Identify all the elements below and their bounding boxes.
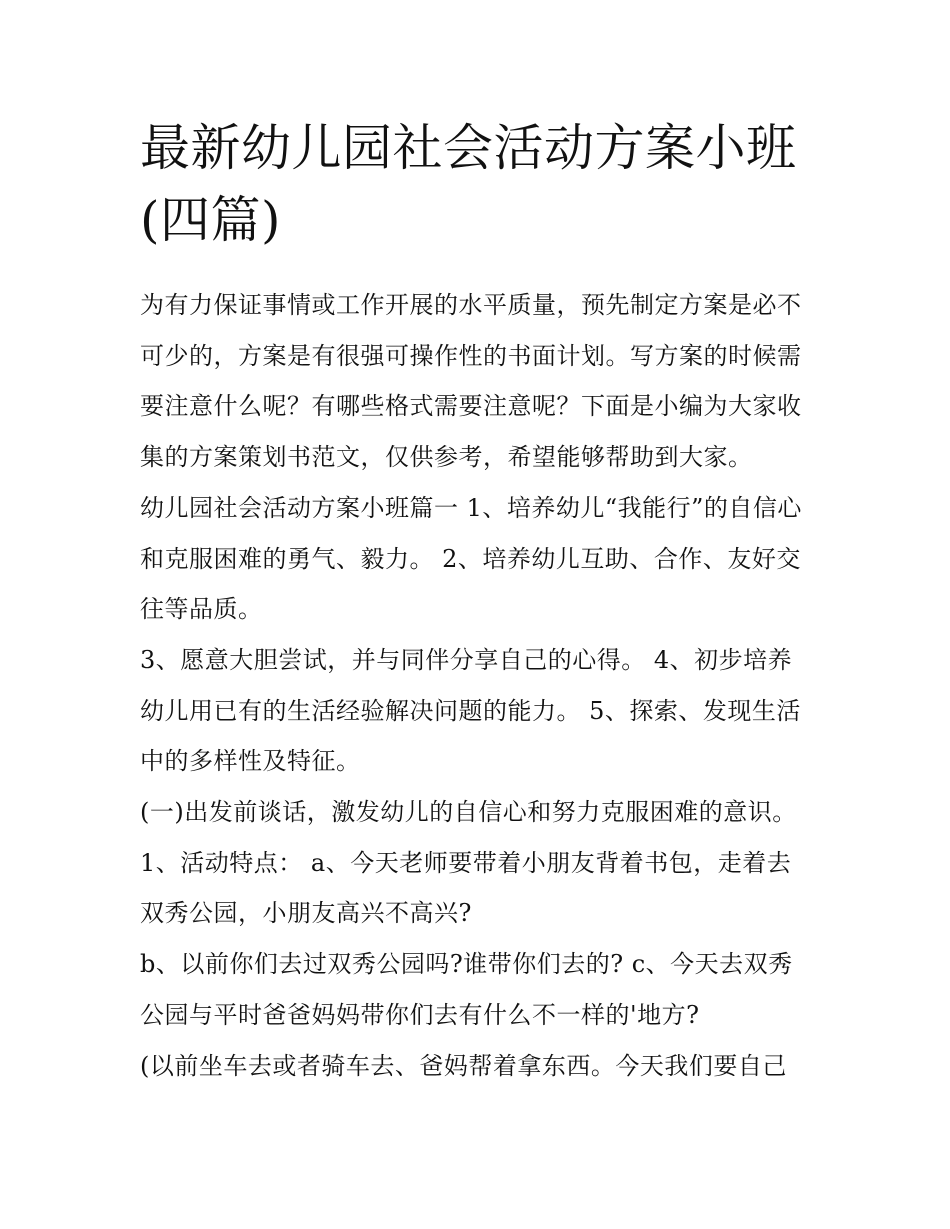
step-heading-paragraph <box>140 787 830 838</box>
text-line: 集的方案策划书范文，仅供参考，希望能够帮助到大家。 <box>140 443 753 472</box>
text-line: 3、愿意大胆尝试，并与同伴分享自己的心得。 4、初步培养 <box>140 645 793 674</box>
text-line: 公园与平时爸爸妈妈带你们去有什么不一样的'地方? <box>140 1000 700 1029</box>
document-body <box>140 280 830 1091</box>
text-line: 幼儿用已有的生活经验解决问题的能力。 5、探索、发现生活 <box>140 696 801 725</box>
text-line: 中的多样性及特征。 <box>140 747 361 776</box>
title-line: (四篇) <box>140 191 282 249</box>
activity-features-paragraph <box>140 838 830 939</box>
intro-paragraph <box>140 280 830 483</box>
text-line: 幼儿园社会活动方案小班篇一 1、培养幼儿“我能行”的自信心 <box>140 493 802 522</box>
title-line: 最新幼儿园社会活动方案小班 <box>140 119 797 177</box>
text-line: 往等品质。 <box>140 595 263 624</box>
questions-paragraph <box>140 939 830 1040</box>
text-line: 为有力保证事情或工作开展的水平质量，预先制定方案是必不 <box>140 291 802 319</box>
text-line: (以前坐车去或者骑车去、爸妈帮着拿东西。今天我们要自己 <box>140 1051 787 1080</box>
document-title <box>140 112 830 256</box>
text-line: 可少的，方案是有很强可操作性的书面计划。写方案的时候需 <box>140 341 802 370</box>
text-line: 双秀公园，小朋友高兴不高兴? <box>140 899 472 928</box>
goals-continued-paragraph <box>140 635 830 787</box>
text-line: b、以前你们去过双秀公园吗?谁带你们去的? c、今天去双秀 <box>140 950 793 979</box>
document-page <box>140 112 830 1091</box>
text-line: 1、活动特点： a、今天老师要带着小朋友背着书包，走着去 <box>140 848 792 877</box>
text-line: (一)出发前谈话，激发幼儿的自信心和努力克服困难的意识。 <box>140 798 797 827</box>
text-line: 要注意什么呢？有哪些格式需要注意呢？下面是小编为大家收 <box>140 392 802 421</box>
section-one-goals-paragraph <box>140 483 830 635</box>
note-paragraph <box>140 1041 830 1092</box>
text-line: 和克服困难的勇气、毅力。 2、培养幼儿互助、合作、友好交 <box>140 544 801 573</box>
